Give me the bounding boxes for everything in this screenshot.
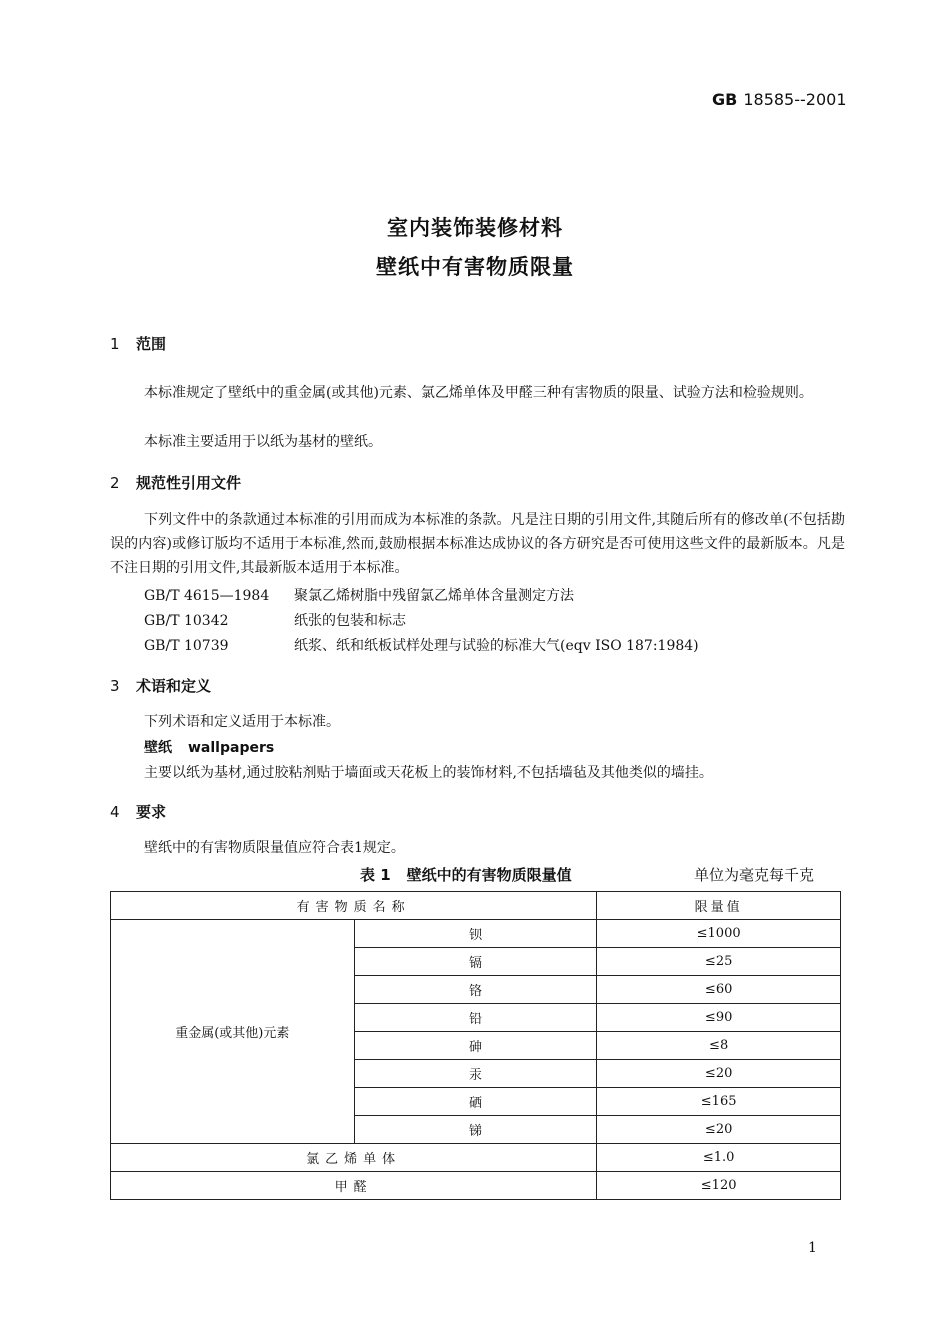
page-number: 1 xyxy=(808,1240,817,1256)
substance-name: 氯乙烯单体 xyxy=(111,1144,597,1172)
limit-value: ≤20 xyxy=(597,1116,841,1144)
limit-value: ≤120 xyxy=(597,1172,841,1200)
table-row xyxy=(111,920,841,948)
substance-name: 铅 xyxy=(354,1004,597,1032)
limit-value: ≤1.0 xyxy=(597,1144,841,1172)
substance-name: 镉 xyxy=(354,948,597,976)
term-wallpaper: 壁纸 wallpapers xyxy=(144,740,275,756)
doc-title-line2: 壁纸中有害物质限量 xyxy=(376,255,574,279)
table-row xyxy=(111,1172,841,1200)
substance-name: 硒 xyxy=(354,1088,597,1116)
limit-value: ≤1000 xyxy=(597,920,841,948)
substance-name: 锑 xyxy=(354,1116,597,1144)
section-1-para-1: 本标准规定了壁纸中的重金属(或其他)元素、氯乙烯单体及甲醛三种有害物质的限量、试验方法和检验规则。 xyxy=(144,385,813,401)
limit-value: ≤8 xyxy=(597,1032,841,1060)
table-unit: 单位为毫克每千克 xyxy=(694,866,815,884)
limit-value: ≤25 xyxy=(597,948,841,976)
group-label-heavy-metals: 重金属(或其他)元素 xyxy=(111,920,355,1144)
standard-number: GB 18585--2001 xyxy=(712,90,847,109)
limit-value: ≤165 xyxy=(597,1088,841,1116)
table-caption: 表 1 壁纸中的有害物质限量值 xyxy=(360,866,572,884)
section-3-heading: 3 术语和定义 xyxy=(110,677,212,695)
section-3-intro: 下列术语和定义适用于本标准。 xyxy=(144,714,340,730)
term-definition: 主要以纸为基材,通过胶粘剂贴于墙面或天花板上的装饰材料,不包括墙毡及其他类似的墙挂。 xyxy=(144,765,713,781)
column-header-limit: 限量值 xyxy=(597,892,841,920)
section-1-para-2: 本标准主要适用于以纸为基材的壁纸。 xyxy=(144,434,382,450)
substance-name: 铬 xyxy=(354,976,597,1004)
reference-item: GB/T 10739 纸浆、纸和纸板试样处理与试验的标准大气(eqv ISO 187:1984) xyxy=(144,638,699,654)
substance-name: 汞 xyxy=(354,1060,597,1088)
column-header-substance: 有害物质名称 xyxy=(111,892,597,920)
limit-value: ≤20 xyxy=(597,1060,841,1088)
limit-value: ≤60 xyxy=(597,976,841,1004)
section-2-heading: 2 规范性引用文件 xyxy=(110,474,242,492)
table-row xyxy=(111,1144,841,1172)
doc-title-line1: 室内装饰装修材料 xyxy=(387,216,563,240)
limit-value: ≤90 xyxy=(597,1004,841,1032)
hazard-limits-table xyxy=(110,891,841,1200)
section-2-para: 下列文件中的条款通过本标准的引用而成为本标准的条款。凡是注日期的引用文件,其随后所有的修改单(不包括勘误的内容)或修订版均不适用于本标准,然而,鼓励根据本标准达成协议的各方研究是否可使用这些文件的最新版本。凡是不注日期的引用文件,其最新版本适用于本标准。 xyxy=(110,512,845,576)
substance-name: 砷 xyxy=(354,1032,597,1060)
section-1-heading: 1 范围 xyxy=(110,335,167,353)
section-4-para: 壁纸中的有害物质限量值应符合表1规定。 xyxy=(144,840,405,856)
substance-name: 甲醛 xyxy=(111,1172,597,1200)
substance-name: 钡 xyxy=(354,920,597,948)
reference-item: GB/T 4615—1984 聚氯乙烯树脂中残留氯乙烯单体含量测定方法 xyxy=(144,588,574,604)
reference-item: GB/T 10342 纸张的包装和标志 xyxy=(144,613,406,629)
section-4-heading: 4 要求 xyxy=(110,803,167,821)
table-header-row xyxy=(111,892,841,920)
